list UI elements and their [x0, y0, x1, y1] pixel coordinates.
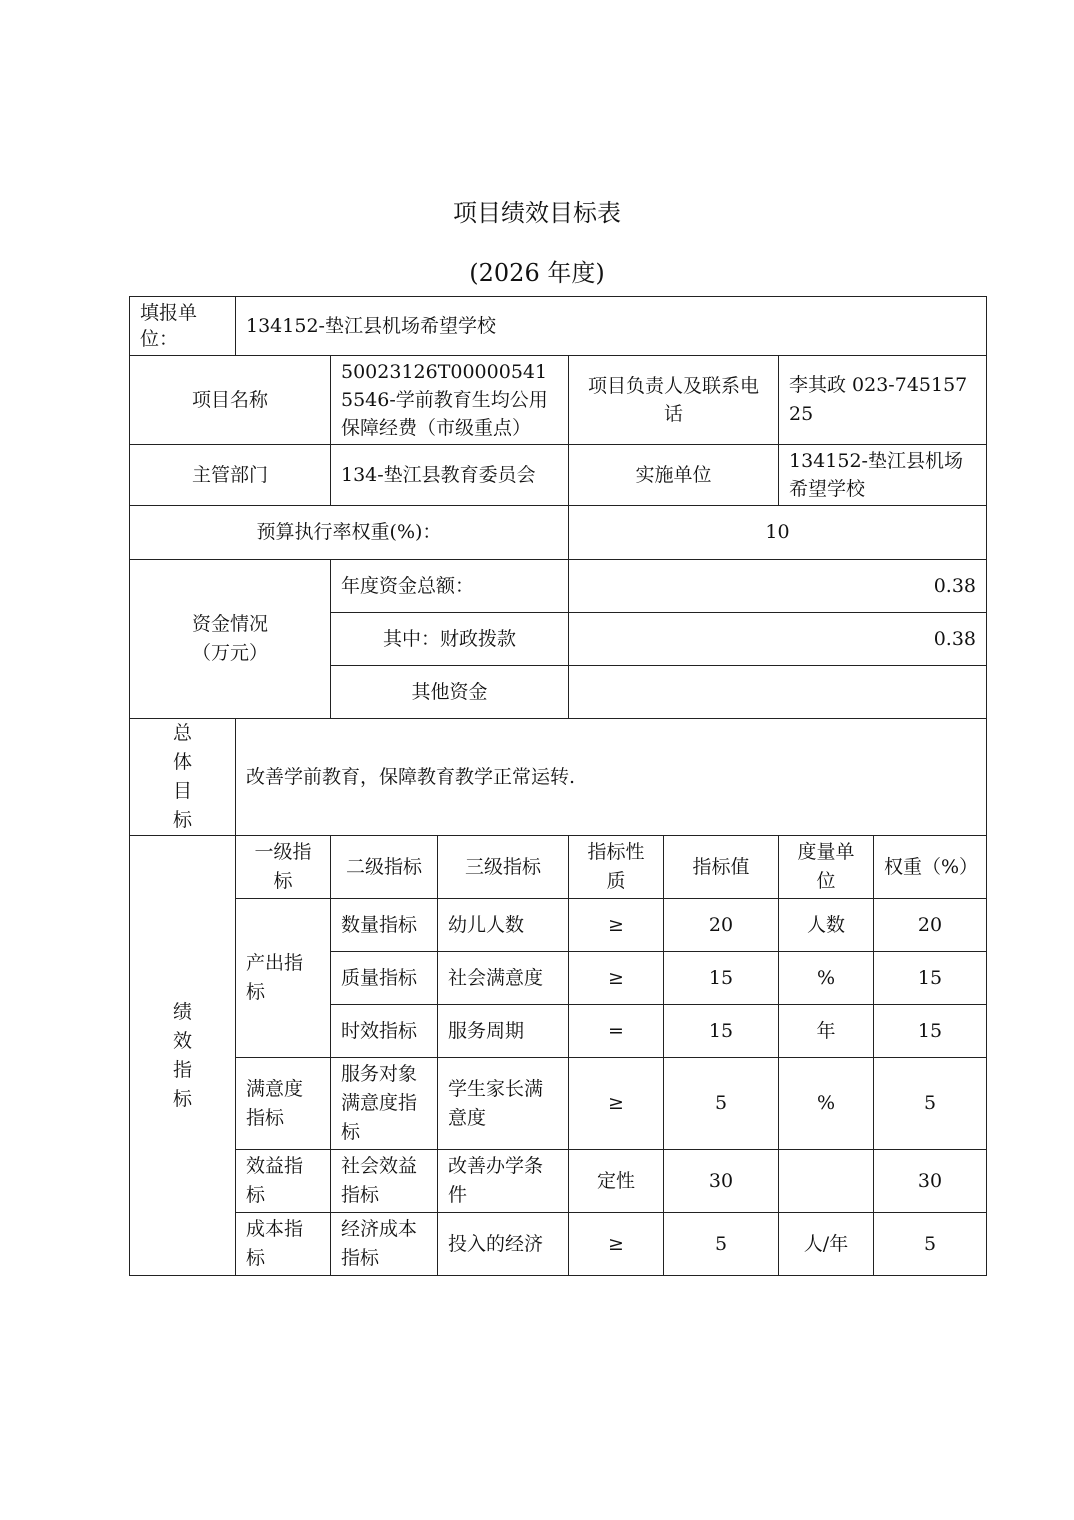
row-level3: 社会满意度: [438, 952, 569, 1005]
header-unit: 度量单位: [779, 836, 874, 899]
dept-label: 主管部门: [130, 445, 331, 506]
project-row: [130, 356, 987, 445]
header-level1: 一级指标: [236, 836, 331, 899]
row-unit: 人/年: [779, 1213, 874, 1276]
dept-row: [130, 445, 987, 506]
row-weight: 15: [874, 1005, 987, 1058]
header-level3: 三级指标: [438, 836, 569, 899]
row-unit: 年: [779, 1005, 874, 1058]
table-row: [130, 1058, 987, 1150]
row-level2: 服务对象满意度指标: [331, 1058, 438, 1150]
row-nature: ≥: [569, 952, 664, 1005]
table-row: [130, 899, 987, 952]
fund-fiscal-value: 0.38: [569, 613, 987, 666]
goal-label-char: 总: [172, 722, 192, 744]
row-unit: [779, 1150, 874, 1213]
fund-fiscal-label: 其中：财政拨款: [331, 613, 569, 666]
table-row: [130, 1213, 987, 1276]
project-name-value: 50023126T000005415546-学前教育生均公用保障经费（市级重点）: [331, 356, 569, 445]
row-level2: 时效指标: [331, 1005, 438, 1058]
row-level3: 学生家长满意度: [438, 1058, 569, 1150]
fund-label: [130, 560, 331, 719]
row-nature: ≥: [569, 899, 664, 952]
row-unit: %: [779, 1058, 874, 1150]
goal-value: 改善学前教育，保障教育教学正常运转.: [236, 719, 987, 836]
row-value: 15: [664, 952, 779, 1005]
perf-label-char: 绩: [172, 1000, 192, 1023]
row-weight: 5: [874, 1213, 987, 1276]
goal-label-char: 目: [172, 780, 192, 802]
unit-value: 134152-垫江县机场希望学校: [236, 297, 987, 356]
perf-label-char: 效: [172, 1029, 192, 1052]
table-row: [130, 1150, 987, 1213]
row-level2: 经济成本指标: [331, 1213, 438, 1276]
row-unit: %: [779, 952, 874, 1005]
unit-row: [130, 297, 987, 356]
budget-rate-label: 预算执行率权重(%)：: [130, 506, 569, 560]
goal-row: [130, 719, 987, 836]
fund-label-line2: （万元）: [191, 642, 268, 664]
header-value: 指标值: [664, 836, 779, 899]
impl-value: 134152-垫江县机场希望学校: [779, 445, 987, 506]
row-nature: 定性: [569, 1150, 664, 1213]
dept-value: 134-垫江县教育委员会: [331, 445, 569, 506]
page-title: 项目绩效目标表: [453, 199, 621, 227]
goal-label-char: 体: [172, 751, 192, 773]
perf-label-char: 标: [172, 1087, 192, 1110]
budget-rate-row: [130, 506, 987, 560]
header-nature: 指标性质: [569, 836, 664, 899]
fund-total-row: [130, 560, 987, 613]
row-weight: 20: [874, 899, 987, 952]
row-level1: 满意度指标: [236, 1058, 331, 1150]
budget-rate-value: 10: [569, 506, 987, 560]
project-name-label: 项目名称: [130, 356, 331, 445]
row-level1: 效益指标: [236, 1150, 331, 1213]
row-value: 5: [664, 1058, 779, 1150]
row-nature: =: [569, 1005, 664, 1058]
page-subtitle-year: (2026 年度): [469, 259, 605, 287]
fund-other-value: [569, 666, 987, 719]
indicator-header-row: [130, 836, 987, 899]
header-level2: 二级指标: [331, 836, 438, 899]
row-nature: ≥: [569, 1213, 664, 1276]
fund-total-label: 年度资金总额：: [331, 560, 569, 613]
perf-label-char: 指: [172, 1058, 192, 1081]
impl-label: 实施单位: [569, 445, 779, 506]
contact-label: 项目负责人及联系电话: [569, 356, 779, 445]
fund-label-line1: 资金情况: [191, 613, 268, 635]
row-nature: ≥: [569, 1058, 664, 1150]
unit-label: 填报单位：: [130, 297, 236, 356]
row-level1: 成本指标: [236, 1213, 331, 1276]
performance-target-table: [129, 296, 987, 1276]
header-weight: 权重（%）: [874, 836, 987, 899]
row-value: 5: [664, 1213, 779, 1276]
row-value: 20: [664, 899, 779, 952]
row-unit: 人数: [779, 899, 874, 952]
row-level2: 质量指标: [331, 952, 438, 1005]
row-weight: 30: [874, 1150, 987, 1213]
perf-label: [130, 836, 236, 1276]
row-value: 15: [664, 1005, 779, 1058]
row-level2: 数量指标: [331, 899, 438, 952]
contact-value: 李其政 023-74515725: [779, 356, 987, 445]
row-level3: 改善办学条件: [438, 1150, 569, 1213]
row-value: 30: [664, 1150, 779, 1213]
row-level3: 服务周期: [438, 1005, 569, 1058]
row-weight: 5: [874, 1058, 987, 1150]
row-weight: 15: [874, 952, 987, 1005]
row-level2: 社会效益指标: [331, 1150, 438, 1213]
row-level1: 产出指标: [236, 899, 331, 1058]
fund-total-value: 0.38: [569, 560, 987, 613]
fund-other-label: 其他资金: [331, 666, 569, 719]
row-level3: 幼儿人数: [438, 899, 569, 952]
row-level3: 投入的经济: [438, 1213, 569, 1276]
goal-label: [130, 719, 236, 836]
goal-label-char: 标: [172, 809, 192, 831]
